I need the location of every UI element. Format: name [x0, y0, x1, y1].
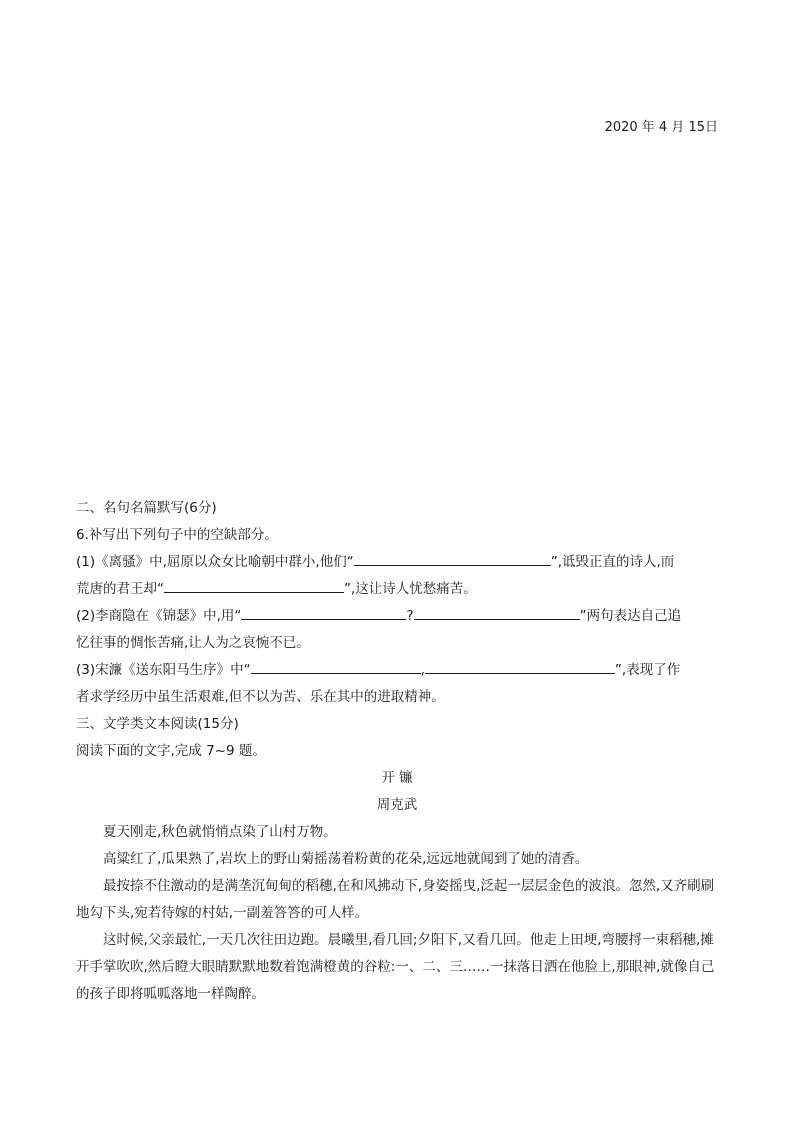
article-paragraph: 这时候,父亲最忙,一天几次往田边跑。晨曦里,看几回;夕阳下,又看几回。他走上田埂,弯腰捋一束稻穗,摊开手掌吹吹,然后瞪大眼睛默默地数着饱满橙黄的谷粒:一、二、三……一抹落日洒在他脸上,那眼神,就像自己的孩子即将呱呱落地一样陶醉。	[76, 932, 715, 1002]
answer-blank[interactable]	[414, 604, 580, 620]
article-title: 开 镰	[381, 770, 413, 786]
article-paragraph: 夏天刚走,秋色就悄悄点染了山村万物。	[103, 824, 337, 840]
answer-blank[interactable]	[241, 604, 406, 620]
document-date: 2020 年 4 月 15日	[604, 120, 718, 135]
section3-heading: 三、文学类文本阅读(15分)	[76, 716, 239, 732]
question-6-item-3-line-2: 者求学经历中虽生活艰难,但不以为苦、乐在其中的进取精神。	[76, 689, 445, 705]
text: (2)李商隐在《锦瑟》中,用“	[76, 608, 242, 624]
text: ”,这让诗人忧愁痛苦。	[344, 581, 477, 597]
separator: ,	[420, 662, 425, 678]
question-6-item-2-line-2: 忆往事的惆怅苦痛,让人为之哀惋不已。	[76, 635, 310, 651]
text: ”两句表达自己追	[579, 608, 682, 624]
article-paragraph: 高粱红了,瓜果熟了,岩坎上的野山菊摇荡着粉黄的花朵,远远地就闻到了她的清香。	[103, 851, 589, 867]
answer-blank[interactable]	[354, 550, 551, 566]
question-6-item-1-line-2	[76, 576, 718, 603]
answer-blank[interactable]	[251, 658, 421, 674]
answer-blank[interactable]	[164, 577, 344, 593]
text: (3)宋濂《送东阳马生序》中“	[76, 662, 251, 678]
section2-heading: 二、名句名篇默写(6分)	[76, 500, 217, 516]
question-6-item-2-line-1	[76, 603, 718, 630]
text: ”,诋毁正直的诗人,而	[550, 554, 675, 570]
text: ”,表现了作	[614, 662, 681, 678]
article-author: 周克武	[376, 797, 418, 813]
question-6-item-3-line-1	[76, 657, 718, 684]
reading-instruction: 阅读下面的文字,完成 7~9 题。	[76, 743, 266, 759]
text: (1)《离骚》中,屈原以众女比喻朝中群小,他们“	[76, 554, 354, 570]
document-body	[76, 495, 718, 1008]
text: 荒唐的君王却“	[76, 581, 164, 597]
answer-blank[interactable]	[425, 658, 615, 674]
separator: ?	[406, 608, 414, 624]
article-paragraph: 最按捺不住激动的是满垄沉甸甸的稻穗,在和风拂动下,身姿摇曳,泛起一层层金色的波浪。忽然,又齐刷刷地勾下头,宛若待嫁的村姑,一副羞答答的可人样。	[76, 878, 715, 921]
question-6-item-1-line-1	[76, 549, 718, 576]
question-6: 6.补写出下列句子中的空缺部分。	[76, 527, 278, 543]
